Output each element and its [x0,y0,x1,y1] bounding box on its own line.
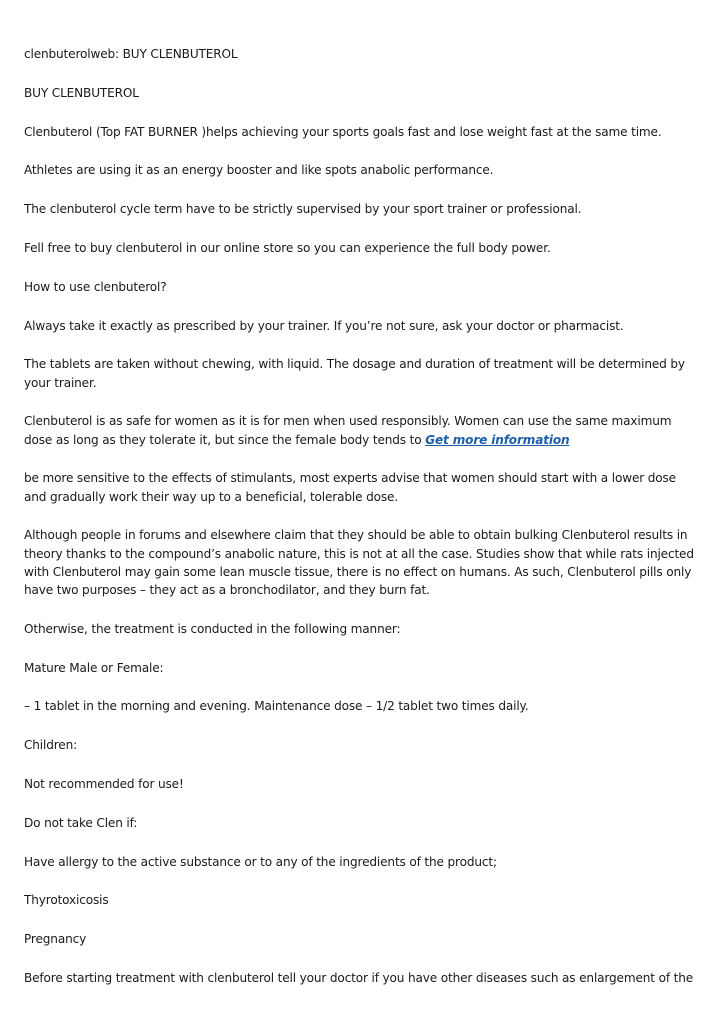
paragraph-store: Fell free to buy clenbuterol in our online store so you can experience the full body power. [24,240,551,255]
paragraph-cycle: The clenbuterol cycle term have to be strictly supervised by your sport trainer or professional. [24,202,582,217]
paragraph-treatment: Otherwise, the treatment is conducted in the following manner: [24,621,401,636]
heading-how-to-use: How to use clenbuterol? [24,279,167,294]
paragraph-prescribed: Always take it exactly as prescribed by your trainer. If you’re not sure, ask your doctor or pharmacist. [24,318,624,333]
document-header: clenbuterolweb: BUY CLENBUTEROL [24,47,238,61]
document-page [24,45,700,1008]
document-title: BUY CLENBUTEROL [24,85,139,100]
get-more-information-link[interactable]: Get more information [425,432,570,447]
paragraph-women [24,412,700,448]
label-do-not-take: Do not take Clen if: [24,815,138,830]
paragraph-stimulants: be more sensitive to the effects of stimulants, most experts advise that women should start with a lower dose and gradually work their way up to a beneficial, tolerable dose. [24,471,676,504]
paragraph-dosage: – 1 tablet in the morning and evening. Maintenance dose – 1/2 tablet two times daily. [24,699,529,714]
paragraph-intro: Clenbuterol (Top FAT BURNER )helps achieving your sports goals fast and lose weight fast at the same time. [24,124,662,139]
paragraph-women-text: Clenbuterol is as safe for women as it is for men when used responsibly. Women can use the same maximum dose as long as they tolerate it, but since the female body tends to [24,414,672,447]
item-thyrotoxicosis: Thyrotoxicosis [24,893,109,908]
paragraph-tablets: The tablets are taken without chewing, with liquid. The dosage and duration of treatment will be determined by your trainer. [24,357,685,390]
paragraph-athletes: Athletes are using it as an energy booster and like spots anabolic performance. [24,163,494,178]
item-pregnancy: Pregnancy [24,932,87,947]
label-children: Children: [24,738,78,753]
paragraph-before-treatment: Before starting treatment with clenbuterol tell your doctor if you have other diseases such as enlargement of the [24,970,694,985]
paragraph-not-recommended: Not recommended for use! [24,776,184,791]
paragraph-allergy: Have allergy to the active substance or to any of the ingredients of the product; [24,854,497,869]
paragraph-bulking: Although people in forums and elsewhere claim that they should be able to obtain bulking Clenbuterol results in theory thanks to the compound’s anabolic nature, this is not at all the case. Studies show that while rats injected with Clenbuterol may gain some lean muscle tissue, there is no effect on humans. As such, Clenbuterol pills only have two purposes – they act as a bronchodilator, and they burn fat. [24,528,694,597]
label-mature: Mature Male or Female: [24,660,164,675]
